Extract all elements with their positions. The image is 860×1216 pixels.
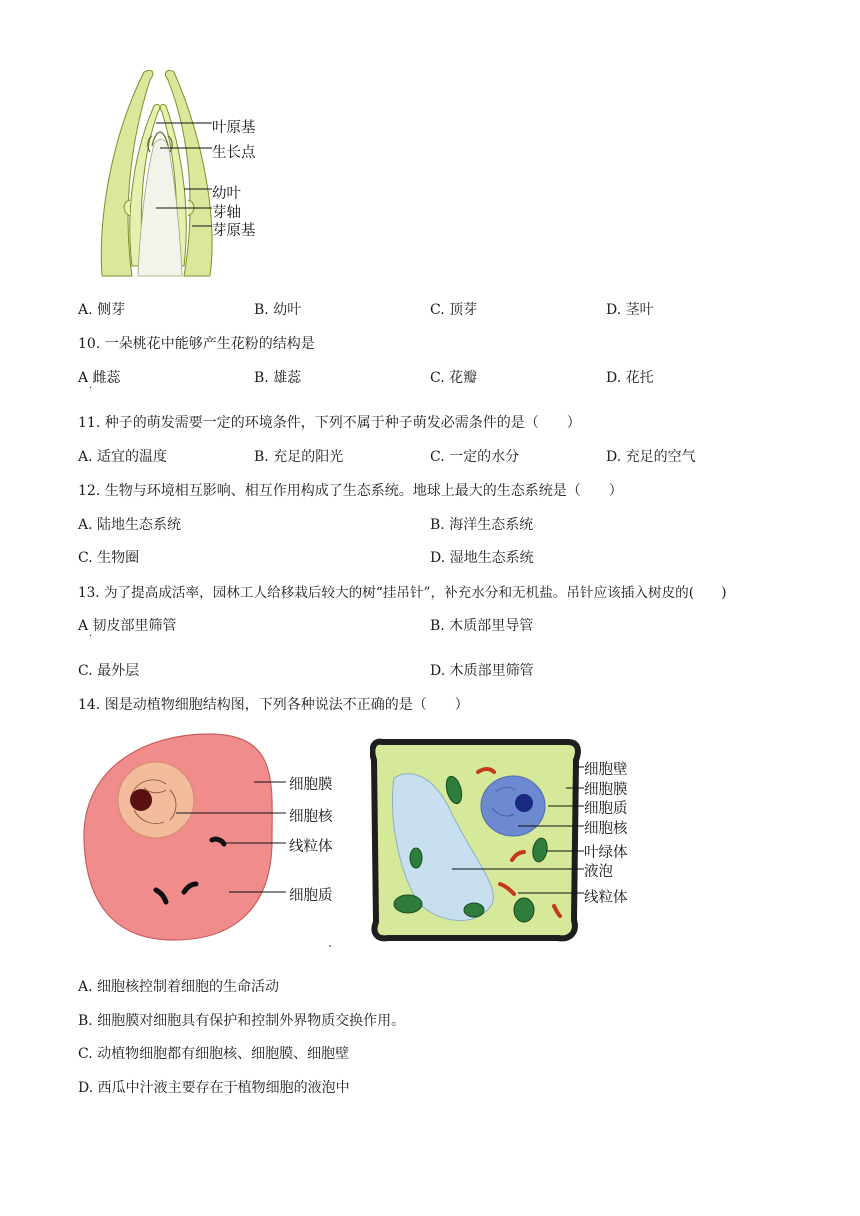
plant-cell-figure [370, 738, 584, 944]
q10-option-b[interactable]: B. 雄蕊 [254, 370, 302, 386]
q11-option-b[interactable]: B. 充足的阳光 [254, 449, 344, 465]
q12-option-b[interactable]: B. 海洋生态系统 [430, 517, 534, 533]
animal-label-mitochondria: 线粒体 [289, 839, 333, 855]
animal-label-cytoplasm: 细胞质 [289, 888, 333, 904]
q14-stem: 14. 图是动植物细胞结构图，下列各种说法不正确的是（ ） [78, 697, 469, 713]
q12-option-d[interactable]: D. 湿地生态系统 [430, 550, 534, 566]
label-leaf-primordium: 叶原基 [212, 120, 256, 136]
q13-option-d[interactable]: D. 木质部里筛管 [430, 663, 534, 679]
animal-label-nucleus: 细胞核 [289, 809, 333, 825]
plant-label-mitochondria: 线粒体 [584, 890, 628, 906]
animal-label-membrane: 细胞膜 [289, 777, 333, 793]
q13-option-b[interactable]: B. 木质部里导管 [430, 618, 534, 634]
q14-option-c[interactable]: C. 动植物细胞都有细胞核、细胞膜、细胞壁 [78, 1046, 350, 1062]
q13-stem: 13. 为了提高成活率，园林工人给移栽后较大的树“挂吊针”，补充水分和无机盐。吊针应该插入树皮的( ) [78, 585, 727, 601]
q11-option-c[interactable]: C. 一定的水分 [430, 449, 520, 465]
q10-option-c[interactable]: C. 花瓣 [430, 370, 478, 386]
plant-label-cell-wall: 细胞壁 [584, 762, 628, 778]
q12-option-a[interactable]: A. 陆地生态系统 [78, 517, 182, 533]
q12-stem: 12. 生物与环境相互影响、相互作用构成了生态系统。地球上最大的生态系统是（ ） [78, 483, 623, 499]
q9-option-b[interactable]: B. 幼叶 [254, 302, 302, 318]
q14-option-d[interactable]: D. 西瓜中汁液主要存在于植物细胞的液泡中 [78, 1080, 350, 1096]
label-young-leaf: 幼叶 [212, 186, 241, 202]
label-growth-point: 生长点 [212, 145, 256, 161]
q13-option-a[interactable]: A 韧皮部里筛管 [78, 618, 177, 634]
q11-stem: 11. 种子的萌发需要一定的环境条件，下列不属于种子萌发必需条件的是（ ） [78, 415, 581, 431]
plant-label-nucleus: 细胞核 [584, 821, 628, 837]
dot-mark: · [89, 383, 93, 394]
label-bud-axis: 芽轴 [212, 205, 241, 221]
q9-option-a[interactable]: A. 侧芽 [78, 302, 126, 318]
plant-label-vacuole: 液泡 [584, 864, 613, 880]
q9-option-d[interactable]: D. 茎叶 [606, 302, 654, 318]
plant-label-cytoplasm: 细胞质 [584, 801, 628, 817]
q14-option-a[interactable]: A. 细胞核控制着细胞的生命活动 [78, 979, 280, 995]
q11-option-a[interactable]: A. 适宜的温度 [78, 449, 168, 465]
q13-option-c[interactable]: C. 最外层 [78, 663, 140, 679]
q10-option-a[interactable]: A 雌蕊 [78, 370, 121, 386]
q10-stem: 10. 一朵桃花中能够产生花粉的结构是 [78, 336, 315, 352]
dot-mark: · [89, 631, 93, 642]
plant-label-membrane: 细胞膜 [584, 782, 628, 798]
label-bud-primordium: 芽原基 [212, 223, 256, 239]
bud-section-figure [92, 66, 282, 281]
plant-label-chloroplast: 叶绿体 [584, 845, 628, 861]
q9-option-c[interactable]: C. 顶芽 [430, 302, 478, 318]
q11-option-d[interactable]: D. 充足的空气 [606, 449, 696, 465]
q12-option-c[interactable]: C. 生物圈 [78, 550, 140, 566]
q10-option-d[interactable]: D. 花托 [606, 370, 654, 386]
q14-option-b[interactable]: B. 细胞膜对细胞具有保护和控制外界物质交换作用。 [78, 1013, 406, 1029]
